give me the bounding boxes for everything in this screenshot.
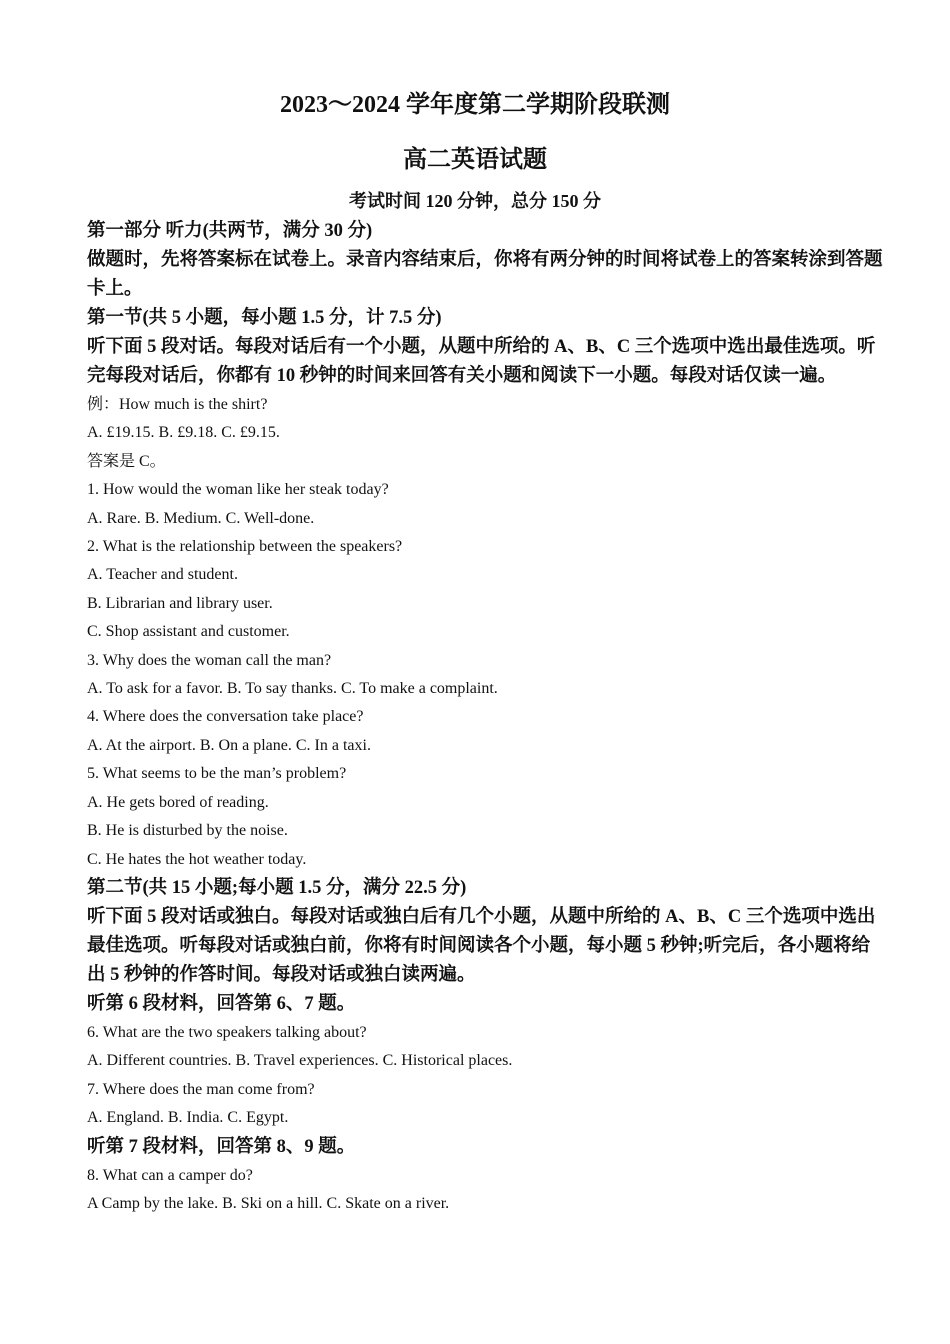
section2-heading: 第二节(共 15 小题;每小题 1.5 分，满分 22.5 分) <box>87 877 467 898</box>
option-line: A Camp by the lake. B. Ski on a hill. C. Skate on a river. <box>87 1194 450 1212</box>
question-line: 8. What can a camper do? <box>87 1166 253 1184</box>
option-line: A. Different countries. B. Travel experiences. C. Historical places. <box>87 1052 513 1070</box>
subject-title: 高二英语试题 <box>403 147 547 173</box>
option-line: A. Teacher and student. <box>87 566 238 584</box>
section2-instruction: 听下面 5 段对话或独白。每段对话或独白后有几个小题，从题中所给的 A、B、C 三个选项中选出最佳选项。听每段对话或独白前，你将有时间阅读各个小题，每小题 5 秒钟;听完后，各小题将给出 5 秒钟的作答时间。每段对话或独白读两遍。 <box>87 906 876 985</box>
option-line: A. He gets bored of reading. <box>87 793 269 811</box>
question-line: 3. Why does the woman call the man? <box>87 651 332 669</box>
option-line: B. He is disturbed by the noise. <box>87 822 288 840</box>
exam-title: 2023～2024 学年度第二学期阶段联测 <box>280 92 670 118</box>
option-line: A. To ask for a favor. B. To say thanks. C. To make a complaint. <box>87 680 498 698</box>
material-6-heading: 听第 6 段材料，回答第 6、7 题。 <box>87 993 356 1014</box>
option-line: C. Shop assistant and customer. <box>87 623 290 641</box>
part1-heading: 第一部分 听力(共两节，满分 30 分) <box>87 221 373 241</box>
material-7-heading: 听第 7 段材料，回答第 8、9 题。 <box>87 1136 356 1157</box>
example-answer: 答案是 C。 <box>87 452 166 470</box>
section1-heading: 第一节(共 5 小题，每小题 1.5 分，计 7.5 分) <box>87 308 442 328</box>
question-line: 5. What seems to be the man’s problem? <box>87 765 347 783</box>
option-line: A. At the airport. B. On a plane. C. In a taxi. <box>87 736 371 754</box>
section1-instruction: 听下面 5 段对话。每段对话后有一个小题，从题中所给的 A、B、C 三个选项中选出最佳选项。听完每段对话后，你都有 10 秒钟的时间来回答有关小题和阅读下一小题。每段对话仅读一遍。 <box>87 337 876 386</box>
question-line: 1. How would the woman like her steak today? <box>87 481 389 499</box>
option-line: A. England. B. India. C. Egypt. <box>87 1109 289 1127</box>
question-line: 6. What are the two speakers talking about? <box>87 1023 367 1041</box>
question-line: 2. What is the relationship between the speakers? <box>87 538 403 556</box>
option-line: B. Librarian and library user. <box>87 594 273 612</box>
option-line: A. Rare. B. Medium. C. Well-done. <box>87 509 315 527</box>
example-question: 例：How much is the shirt? <box>87 396 268 413</box>
example-options: A. £19.15. B. £9.18. C. £9.15. <box>87 424 280 442</box>
question-line: 7. Where does the man come from? <box>87 1080 315 1098</box>
question-line: 4. Where does the conversation take place? <box>87 708 364 726</box>
part1-instruction: 做题时，先将答案标在试卷上。录音内容结束后，你将有两分钟的时间将试卷上的答案转涂到答题卡上。 <box>87 250 883 299</box>
exam-info: 考试时间 120 分钟，总分 150 分 <box>349 191 601 211</box>
exam-body <box>87 217 887 1218</box>
option-line: C. He hates the hot weather today. <box>87 850 307 868</box>
